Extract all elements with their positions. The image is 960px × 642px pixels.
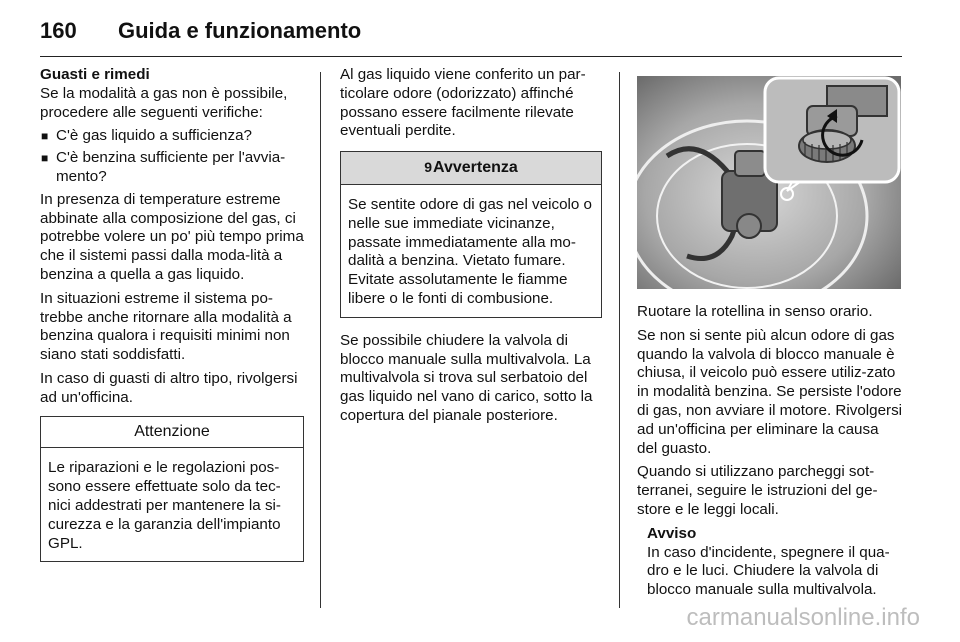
page-header [40,14,902,58]
multivalve-photo [637,76,901,289]
checklist-item: ■ C'è gas liquido a sufficienza? [41,127,252,145]
page-title: Guida e funzionamento [118,18,362,43]
column-divider-2 [619,72,620,608]
checklist [40,127,304,186]
warning-box-text: Se sentite odore di gas nel veicolo o nelle sue immediate vicinanze, passate immediatamente alla mo-dalità a benzina. Vietato fumare. Evitate assolutamente le fiamme libere o le fonti di combusione. [348,195,593,307]
column-3 [637,66,903,600]
paragraph: In caso di guasti di altro tipo, rivolgersi ad un'officina. [40,369,298,406]
note-block [637,525,903,600]
attention-box-text: Le riparazioni e le regolazioni pos-sono essere effettuate solo da tec-nici addestrati per mantenere la si-curezza e la garanzia dell'impianto GPL. [48,459,281,552]
paragraph: Se possibile chiudere la valvola di blocco manuale sulla multivalvola. La multivalvola si trova sul serbatoio del gas liquido nel vano di carico, sotto la copertura del pianale posteriore. [340,331,593,424]
checklist-item: ■ C'è benzina sufficiente per l'avvia-mento? [41,149,286,185]
multivalve-illustration [637,76,901,289]
warning-icon: 9 [424,159,432,176]
paragraph: Se non si sente più alcun odore di gas quando la valvola di blocco manuale è chiusa, il veicolo può essere utiliz-zato in modalità benzina. Se persiste l'odore di gas, non avviare il motore. Rivolgersi ad un'officina per eliminare la causa del guasto. [637,326,903,457]
column-1 [40,66,304,576]
note-text: In caso d'incidente, spegnere il qua-dro e le luci. Chiudere la valvola di blocco manuale sulla multivalvola. [647,543,890,599]
warning-box-title: 9Avvertenza [341,152,601,185]
attention-box-title: Attenzione [41,417,303,449]
paragraph: In situazioni estreme il sistema po-trebbe anche ritornare alla modalità a benzina qualora i requisiti minimi non siano stati soddisfatti. [40,289,292,364]
paragraph: In presenza di temperature estreme abbinate alla composizione del gas, ci potrebbe volere un po' più tempo prima che il sistemi passi dalla moda-lità a benzina a quella a gas liquido. [40,190,304,283]
attention-box [40,416,304,563]
warning-box [340,151,602,318]
note-title: Avviso [647,524,697,542]
watermark: carmanualsonline.info [686,604,920,631]
paragraph: Quando si utilizzano parcheggi sot-terranei, seguire le istruzioni del ge-store e le leggi locali. [637,463,878,518]
intro-paragraph: Se la modalità a gas non è possibile, procedere alle seguenti verifiche: [40,84,288,121]
bullet-icon: ■ [41,151,49,166]
page-number: 160 [40,18,77,43]
paragraph: Ruotare la rotellina in senso orario. [637,303,873,320]
header-rule [40,56,902,57]
bullet-icon: ■ [41,129,49,144]
section-heading: Guasti e rimedi [40,66,150,83]
paragraph: Al gas liquido viene conferito un par-ticolare odore (odorizzato) affinché possano essere facilmente rilevate eventuali perdite. [340,66,586,140]
column-2 [340,66,602,431]
column-divider-1 [320,72,321,608]
